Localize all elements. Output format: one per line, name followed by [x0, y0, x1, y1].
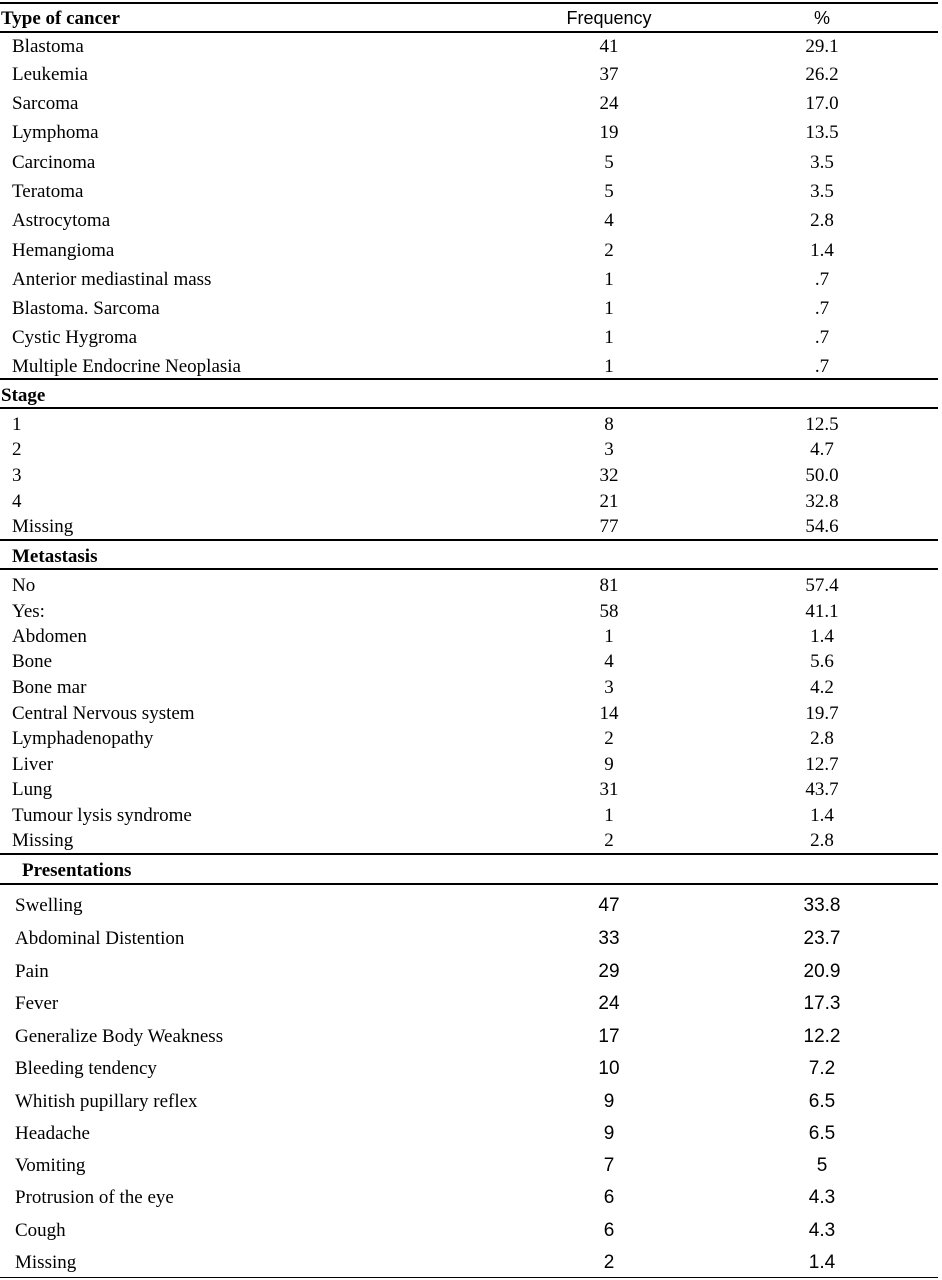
row-label: Missing [15, 1252, 77, 1273]
frequency-cell: 1 [604, 626, 614, 647]
row-label: Anterior mediastinal mass [12, 269, 212, 290]
row-label: Swelling [15, 895, 83, 916]
row-label: 2 [12, 439, 22, 460]
row-label: 3 [12, 465, 22, 486]
row-label: Lung [12, 779, 53, 800]
frequency-cell: 1 [604, 298, 614, 319]
percent-cell: .7 [814, 298, 830, 319]
row-label: Tumour lysis syndrome [12, 805, 192, 826]
frequency-cell: 17 [598, 1026, 620, 1047]
section-title-presentations: Presentations [22, 860, 132, 881]
frequency-cell: 58 [599, 601, 619, 622]
frequency-cell: 2 [604, 830, 614, 851]
frequency-cell: 24 [599, 93, 619, 114]
row-label: Hemangioma [12, 240, 115, 261]
frequency-cell: 33 [598, 928, 620, 949]
row-label: Generalize Body Weakness [15, 1026, 224, 1047]
frequency-cell: 9 [603, 1091, 615, 1112]
frequency-cell: 77 [599, 516, 619, 537]
row-label: Abdomen [12, 626, 87, 647]
percent-cell: 54.6 [805, 516, 839, 537]
percent-cell: 32.8 [805, 491, 839, 512]
percent-cell: 5 [816, 1155, 828, 1176]
row-label: 1 [12, 414, 22, 435]
frequency-cell: 41 [599, 36, 619, 57]
frequency-cell: 19 [599, 122, 619, 143]
frequency-cell: 9 [603, 1123, 615, 1144]
frequency-cell: 1 [604, 327, 614, 348]
percent-cell: 13.5 [805, 122, 839, 143]
frequency-cell: 4 [604, 651, 614, 672]
row-label: Multiple Endocrine Neoplasia [12, 356, 241, 377]
top-rule [0, 2, 938, 4]
section-title-metastasis: Metastasis [12, 546, 98, 567]
row-label: Cystic Hygroma [12, 327, 138, 348]
bottom-rule [0, 1277, 938, 1278]
percent-cell: 3.5 [810, 181, 834, 202]
frequency-cell: 4 [604, 210, 614, 231]
presentations-header-rule [0, 883, 938, 885]
frequency-cell: 24 [598, 993, 620, 1014]
row-label: Leukemia [12, 64, 88, 85]
percent-cell: 20.9 [803, 961, 841, 982]
percent-cell: .7 [814, 269, 830, 290]
row-label: Bleeding tendency [15, 1058, 157, 1079]
percent-cell: 6.5 [808, 1123, 836, 1144]
row-label: Headache [15, 1123, 90, 1144]
percent-cell: 4.2 [810, 677, 834, 698]
frequency-cell: 8 [604, 414, 614, 435]
percent-cell: 4.3 [808, 1187, 836, 1208]
frequency-cell: 5 [604, 181, 614, 202]
row-label: Teratoma [12, 181, 84, 202]
frequency-cell: 1 [604, 356, 614, 377]
percent-cell: .7 [814, 327, 830, 348]
row-label: Sarcoma [12, 93, 79, 114]
percent-cell: 1.4 [810, 626, 834, 647]
frequency-cell: 1 [604, 269, 614, 290]
header-rule [0, 31, 938, 33]
percent-cell: 7.2 [808, 1058, 836, 1079]
frequency-cell: 29 [598, 961, 620, 982]
percent-cell: .7 [814, 356, 830, 377]
stage-header-rule [0, 407, 938, 409]
frequency-cell: 6 [603, 1220, 615, 1241]
frequency-cell: 2 [604, 240, 614, 261]
frequency-cell: 10 [598, 1058, 620, 1079]
row-label: Liver [12, 754, 54, 775]
percent-cell: 2.8 [810, 830, 834, 851]
percent-cell: 1.4 [808, 1252, 836, 1273]
section-rule-metastasis [0, 539, 938, 541]
row-label: Carcinoma [12, 152, 96, 173]
col-header-percent: % [813, 8, 831, 28]
percent-cell: 57.4 [805, 575, 839, 596]
percent-cell: 19.7 [805, 703, 839, 724]
percent-cell: 41.1 [805, 601, 839, 622]
percent-cell: 26.2 [805, 64, 839, 85]
percent-cell: 3.5 [810, 152, 834, 173]
percent-cell: 12.5 [805, 414, 839, 435]
row-label: Missing [12, 516, 74, 537]
row-label: Vomiting [15, 1155, 86, 1176]
row-label: Lymphoma [12, 122, 99, 143]
frequency-cell: 9 [604, 754, 614, 775]
row-label: Fever [15, 993, 59, 1014]
row-label: Central Nervous system [12, 703, 195, 724]
col-header-type-of-cancer: Type of cancer [1, 8, 120, 29]
frequency-cell: 6 [603, 1187, 615, 1208]
frequency-cell: 5 [604, 152, 614, 173]
row-label: Cough [15, 1220, 66, 1241]
percent-cell: 12.2 [803, 1026, 841, 1047]
percent-cell: 1.4 [810, 240, 834, 261]
frequency-cell: 31 [599, 779, 619, 800]
percent-cell: 17.3 [803, 993, 841, 1014]
percent-cell: 1.4 [810, 805, 834, 826]
percent-cell: 4.7 [810, 439, 834, 460]
col-header-frequency: Frequency [566, 8, 652, 28]
frequency-cell: 7 [603, 1155, 615, 1176]
metastasis-header-rule [0, 568, 938, 570]
percent-cell: 17.0 [805, 93, 839, 114]
row-label: Whitish pupillary reflex [15, 1091, 198, 1112]
row-label: 4 [12, 491, 22, 512]
frequency-cell: 1 [604, 805, 614, 826]
percent-cell: 12.7 [805, 754, 839, 775]
row-label: Astrocytoma [12, 210, 111, 231]
percent-cell: 2.8 [810, 210, 834, 231]
row-label: Lymphadenopathy [12, 728, 154, 749]
section-rule-stage [0, 378, 938, 380]
section-rule-presentations [0, 853, 938, 855]
frequency-cell: 3 [604, 439, 614, 460]
frequency-cell: 37 [599, 64, 619, 85]
frequency-cell: 2 [603, 1252, 615, 1273]
row-label: Blastoma [12, 36, 84, 57]
row-label: Abdominal Distention [15, 928, 185, 949]
row-label: Pain [15, 961, 49, 982]
row-label: No [12, 575, 36, 596]
percent-cell: 6.5 [808, 1091, 836, 1112]
frequency-cell: 14 [599, 703, 619, 724]
row-label: Protrusion of the eye [15, 1187, 174, 1208]
row-label: Bone [12, 651, 53, 672]
percent-cell: 50.0 [805, 465, 839, 486]
frequency-cell: 21 [599, 491, 619, 512]
frequency-cell: 2 [604, 728, 614, 749]
row-label: Bone mar [12, 677, 87, 698]
percent-cell: 33.8 [803, 895, 841, 916]
percent-cell: 4.3 [808, 1220, 836, 1241]
percent-cell: 2.8 [810, 728, 834, 749]
row-label: Missing [12, 830, 74, 851]
percent-cell: 43.7 [805, 779, 839, 800]
row-label: Blastoma. Sarcoma [12, 298, 160, 319]
percent-cell: 23.7 [803, 928, 841, 949]
frequency-cell: 81 [599, 575, 619, 596]
percent-cell: 29.1 [805, 36, 839, 57]
frequency-cell: 47 [598, 895, 620, 916]
frequency-cell: 32 [599, 465, 619, 486]
frequency-cell: 3 [604, 677, 614, 698]
row-label: Yes: [12, 601, 45, 622]
percent-cell: 5.6 [810, 651, 834, 672]
section-title-stage: Stage [1, 385, 46, 406]
